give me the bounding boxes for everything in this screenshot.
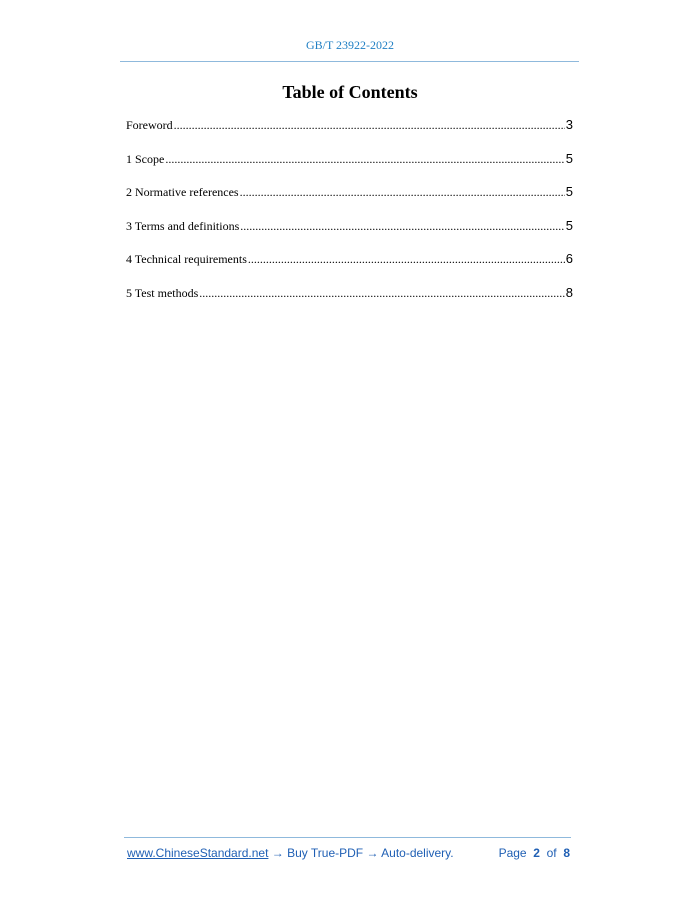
toc-entry-scope[interactable]: [126, 151, 573, 185]
page-header: GB/T 23922-2022: [305, 38, 395, 52]
toc-title: Table of Contents: [282, 82, 418, 102]
total-pages-number: 8: [563, 846, 570, 860]
dot-leader: [240, 219, 565, 234]
toc-entry-page: 5: [565, 150, 573, 166]
buy-pdf-text: Buy True-PDF: [287, 846, 364, 860]
toc-entry-normative-references[interactable]: [126, 184, 573, 218]
toc-entry-foreword[interactable]: [126, 117, 573, 151]
toc-entry-label: 1 Scope: [126, 151, 165, 166]
dot-leader: [174, 118, 565, 133]
toc-entry-label: 2 Normative references: [126, 185, 239, 200]
toc-entry-technical-requirements[interactable]: [126, 251, 573, 285]
footer-promo: [127, 846, 454, 860]
toc-entry-label: 4 Technical requirements: [126, 252, 247, 267]
toc-entry-test-methods[interactable]: [126, 285, 573, 319]
footer-divider: [124, 837, 571, 838]
toc-entry-label: 5 Test methods: [126, 285, 199, 300]
of-label: of: [546, 846, 557, 860]
toc-entry-page: 5: [565, 217, 573, 233]
header-divider: [120, 61, 579, 62]
dot-leader: [165, 152, 564, 167]
toc-entry-label: 3 Terms and definitions: [126, 218, 240, 233]
dot-leader: [240, 185, 565, 200]
arrow-right-icon: →: [268, 846, 288, 860]
toc-entry-page: 8: [565, 284, 573, 300]
page-label: Page: [498, 846, 527, 860]
toc-list: [126, 117, 573, 319]
toc-entry-label: Foreword: [126, 118, 173, 132]
dot-leader: [248, 252, 565, 267]
auto-delivery-text: Auto-delivery.: [381, 846, 454, 860]
website-link[interactable]: www.ChineseStandard.net: [127, 846, 269, 860]
page-indicator: [499, 846, 570, 860]
dot-leader: [199, 286, 564, 301]
current-page-number: 2: [533, 846, 540, 860]
arrow-right-icon: →: [363, 846, 382, 860]
toc-entry-page: 6: [565, 251, 573, 267]
toc-entry-terms-definitions[interactable]: [126, 218, 573, 252]
toc-entry-page: 3: [565, 117, 573, 132]
toc-entry-page: 5: [565, 184, 573, 200]
